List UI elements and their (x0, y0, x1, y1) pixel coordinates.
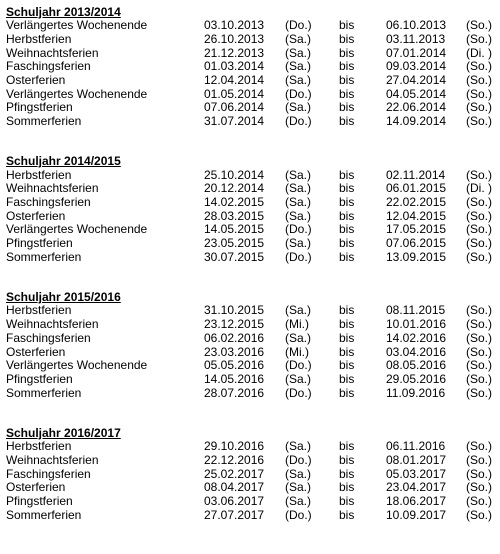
holiday-name: Pfingstferien (6, 100, 73, 115)
holiday-row (6, 359, 498, 373)
end-weekday: (So.) (466, 480, 493, 495)
range-separator: bis (339, 236, 355, 251)
holiday-name: Faschingsferien (6, 59, 91, 74)
start-weekday: (Sa.) (285, 181, 312, 196)
start-weekday: (Mi.) (285, 317, 309, 332)
holiday-name: Sommerferien (6, 249, 82, 264)
school-year-section (6, 291, 498, 400)
holiday-name: Herbstferien (6, 31, 72, 46)
holiday-row (6, 47, 498, 61)
end-weekday: (So.) (466, 466, 493, 481)
start-weekday: (Sa.) (285, 480, 312, 495)
start-weekday: (Do.) (285, 452, 312, 467)
holiday-row (6, 304, 498, 318)
holiday-name: Faschingsferien (6, 330, 91, 345)
range-separator: bis (339, 18, 355, 33)
start-weekday: (Sa.) (285, 167, 312, 182)
holiday-name: Faschingsferien (6, 195, 91, 210)
holiday-row (6, 509, 498, 523)
start-weekday: (Do.) (285, 507, 312, 522)
start-date: 25.02.2017 (204, 466, 265, 481)
start-weekday: (Sa.) (285, 100, 312, 115)
holiday-row (6, 454, 498, 468)
range-separator: bis (339, 344, 355, 359)
holiday-row (6, 468, 498, 482)
start-date: 20.12.2014 (204, 181, 265, 196)
holiday-name: Herbstferien (6, 439, 72, 454)
end-date: 06.01.2015 (386, 181, 447, 196)
start-weekday: (Sa.) (285, 31, 312, 46)
start-date: 25.10.2014 (204, 167, 265, 182)
start-date: 14.05.2015 (204, 222, 265, 237)
start-weekday: (Sa.) (285, 303, 312, 318)
range-separator: bis (339, 507, 355, 522)
range-separator: bis (339, 303, 355, 318)
end-weekday: (So.) (466, 385, 493, 400)
end-date: 08.01.2017 (386, 452, 447, 467)
holiday-name: Pfingstferien (6, 236, 73, 251)
start-date: 14.05.2016 (204, 371, 265, 386)
end-date: 07.06.2015 (386, 236, 447, 251)
end-weekday: (So.) (466, 249, 493, 264)
start-weekday: (Sa.) (285, 72, 312, 87)
holiday-row (6, 196, 498, 210)
start-date: 31.07.2014 (204, 114, 265, 128)
end-date: 08.05.2016 (386, 358, 447, 373)
start-weekday: (Do.) (285, 222, 312, 237)
start-weekday: (Sa.) (285, 466, 312, 481)
start-weekday: (Do.) (285, 358, 312, 373)
holiday-row (6, 169, 498, 183)
start-weekday: (Do.) (285, 86, 312, 101)
end-weekday: (So.) (466, 59, 493, 74)
end-weekday: (So.) (466, 330, 493, 345)
range-separator: bis (339, 480, 355, 495)
end-weekday: (So.) (466, 72, 493, 87)
school-year-section (6, 155, 498, 264)
holiday-row (6, 223, 498, 237)
start-date: 01.03.2014 (204, 59, 265, 74)
holiday-name: Herbstferien (6, 303, 72, 318)
end-date: 05.03.2017 (386, 466, 447, 481)
end-weekday: (So.) (466, 18, 493, 33)
holiday-row (6, 101, 498, 115)
holiday-row (6, 88, 498, 102)
holiday-name: Osterferien (6, 344, 66, 359)
start-date: 31.10.2015 (204, 303, 265, 318)
end-date: 06.11.2016 (386, 439, 446, 454)
holiday-row (6, 332, 498, 346)
start-date: 05.05.2016 (204, 358, 265, 373)
range-separator: bis (339, 317, 355, 332)
end-date: 12.04.2015 (386, 208, 447, 223)
holiday-row (6, 33, 498, 47)
holiday-row (6, 74, 498, 88)
end-weekday: (So.) (466, 86, 493, 101)
range-separator: bis (339, 167, 355, 182)
range-separator: bis (339, 114, 355, 128)
holiday-name: Pfingstferien (6, 371, 73, 386)
start-date: 23.03.2016 (204, 344, 265, 359)
end-date: 07.01.2014 (386, 45, 447, 60)
end-date: 14.09.2014 (386, 114, 447, 128)
holiday-row (6, 440, 498, 454)
range-separator: bis (339, 385, 355, 400)
end-weekday: (So.) (466, 100, 493, 115)
start-date: 23.12.2015 (204, 317, 265, 332)
end-weekday: (So.) (466, 452, 493, 467)
end-date: 22.02.2015 (386, 195, 447, 210)
range-separator: bis (339, 208, 355, 223)
holiday-row (6, 19, 498, 33)
start-date: 28.03.2015 (204, 208, 265, 223)
holiday-name: Sommerferien (6, 507, 82, 522)
end-date: 10.09.2017 (386, 507, 447, 522)
range-separator: bis (339, 330, 355, 345)
school-year-section (6, 427, 498, 522)
holiday-row (6, 210, 498, 224)
start-weekday: (Sa.) (285, 494, 312, 509)
end-date: 06.10.2013 (386, 18, 447, 33)
school-year-title: Schuljahr 2014/2015 (6, 154, 121, 169)
holiday-row (6, 495, 498, 509)
range-separator: bis (339, 249, 355, 264)
end-date: 14.02.2016 (386, 330, 447, 345)
start-weekday: (Do.) (285, 18, 312, 33)
end-weekday: (So.) (466, 439, 493, 454)
range-separator: bis (339, 59, 355, 74)
range-separator: bis (339, 452, 355, 467)
holiday-name: Weihnachtsferien (6, 181, 99, 196)
end-date: 03.11.2013 (386, 31, 446, 46)
range-separator: bis (339, 100, 355, 115)
holiday-name: Verlängertes Wochenende (6, 86, 148, 101)
end-weekday: (Di. ) (466, 181, 492, 196)
start-date: 29.10.2016 (204, 439, 265, 454)
start-weekday: (Sa.) (285, 59, 312, 74)
holiday-row (6, 251, 498, 265)
range-separator: bis (339, 439, 355, 454)
holiday-name: Sommerferien (6, 114, 82, 128)
end-date: 04.05.2014 (386, 86, 447, 101)
start-date: 23.05.2015 (204, 236, 265, 251)
start-weekday: (Sa.) (285, 45, 312, 60)
school-year-title: Schuljahr 2013/2014 (6, 5, 121, 19)
end-date: 23.04.2017 (386, 480, 447, 495)
holiday-name: Osterferien (6, 72, 66, 87)
end-date: 09.03.2014 (386, 59, 447, 74)
end-date: 03.04.2016 (386, 344, 447, 359)
end-weekday: (So.) (466, 208, 493, 223)
end-date: 29.05.2016 (386, 371, 447, 386)
end-weekday: (So.) (466, 236, 493, 251)
start-weekday: (Sa.) (285, 439, 312, 454)
holiday-name: Faschingsferien (6, 466, 91, 481)
holiday-row (6, 373, 498, 387)
end-date: 11.09.2016 (386, 385, 446, 400)
end-date: 22.06.2014 (386, 100, 447, 115)
start-date: 06.02.2016 (204, 330, 265, 345)
holiday-row (6, 387, 498, 401)
holiday-row (6, 237, 498, 251)
end-weekday: (So.) (466, 31, 493, 46)
end-weekday: (So.) (466, 344, 493, 359)
end-date: 13.09.2015 (386, 249, 447, 264)
range-separator: bis (339, 371, 355, 386)
end-date: 27.04.2014 (386, 72, 447, 87)
end-weekday: (So.) (466, 167, 493, 182)
start-date: 03.06.2017 (204, 494, 265, 509)
holiday-name: Weihnachtsferien (6, 452, 99, 467)
range-separator: bis (339, 86, 355, 101)
start-weekday: (Sa.) (285, 236, 312, 251)
school-year-section (6, 6, 498, 129)
start-date: 07.06.2014 (204, 100, 265, 115)
holiday-name: Verlängertes Wochenende (6, 18, 148, 33)
holiday-row (6, 115, 498, 129)
start-date: 14.02.2015 (204, 195, 265, 210)
end-weekday: (So.) (466, 222, 493, 237)
start-date: 03.10.2013 (204, 18, 265, 33)
school-year-title: Schuljahr 2016/2017 (6, 426, 121, 441)
start-date: 22.12.2016 (204, 452, 265, 467)
start-date: 30.07.2015 (204, 249, 265, 264)
range-separator: bis (339, 358, 355, 373)
range-separator: bis (339, 222, 355, 237)
holiday-name: Verlängertes Wochenende (6, 358, 148, 373)
end-date: 10.01.2016 (386, 317, 447, 332)
range-separator: bis (339, 494, 355, 509)
start-weekday: (Sa.) (285, 195, 312, 210)
start-date: 21.12.2013 (204, 45, 265, 60)
holiday-name: Osterferien (6, 208, 66, 223)
holiday-name: Weihnachtsferien (6, 317, 99, 332)
end-date: 18.06.2017 (386, 494, 447, 509)
end-date: 08.11.2015 (386, 303, 446, 318)
holiday-row (6, 318, 498, 332)
range-separator: bis (339, 195, 355, 210)
holiday-name: Pfingstferien (6, 494, 73, 509)
end-date: 02.11.2014 (386, 167, 446, 182)
end-weekday: (So.) (466, 371, 493, 386)
end-weekday: (So.) (466, 358, 493, 373)
start-weekday: (Sa.) (285, 371, 312, 386)
start-date: 27.07.2017 (204, 507, 265, 522)
start-date: 01.05.2014 (204, 86, 265, 101)
holiday-row (6, 481, 498, 495)
start-weekday: (Sa.) (285, 208, 312, 223)
start-weekday: (Do.) (285, 385, 312, 400)
holiday-name: Sommerferien (6, 385, 82, 400)
start-weekday: (Mi.) (285, 344, 309, 359)
holiday-name: Herbstferien (6, 167, 72, 182)
start-weekday: (Do.) (285, 114, 312, 128)
holiday-name: Weihnachtsferien (6, 45, 99, 60)
start-date: 08.04.2017 (204, 480, 265, 495)
holiday-row (6, 182, 498, 196)
range-separator: bis (339, 72, 355, 87)
holiday-schedule-document (6, 0, 498, 522)
holiday-row (6, 60, 498, 74)
holiday-name: Osterferien (6, 480, 66, 495)
holiday-name: Verlängertes Wochenende (6, 222, 148, 237)
end-weekday: (So.) (466, 114, 493, 128)
end-weekday: (So.) (466, 303, 493, 318)
end-date: 17.05.2015 (386, 222, 447, 237)
start-date: 12.04.2014 (204, 72, 265, 87)
end-weekday: (So.) (466, 494, 493, 509)
start-date: 26.10.2013 (204, 31, 265, 46)
range-separator: bis (339, 45, 355, 60)
range-separator: bis (339, 181, 355, 196)
start-date: 28.07.2016 (204, 385, 265, 400)
school-year-title: Schuljahr 2015/2016 (6, 290, 121, 305)
range-separator: bis (339, 466, 355, 481)
range-separator: bis (339, 31, 355, 46)
end-weekday: (Di. ) (466, 45, 492, 60)
end-weekday: (So.) (466, 195, 493, 210)
holiday-row (6, 346, 498, 360)
end-weekday: (So.) (466, 507, 493, 522)
start-weekday: (Sa.) (285, 330, 312, 345)
end-weekday: (So.) (466, 317, 493, 332)
start-weekday: (Do.) (285, 249, 312, 264)
